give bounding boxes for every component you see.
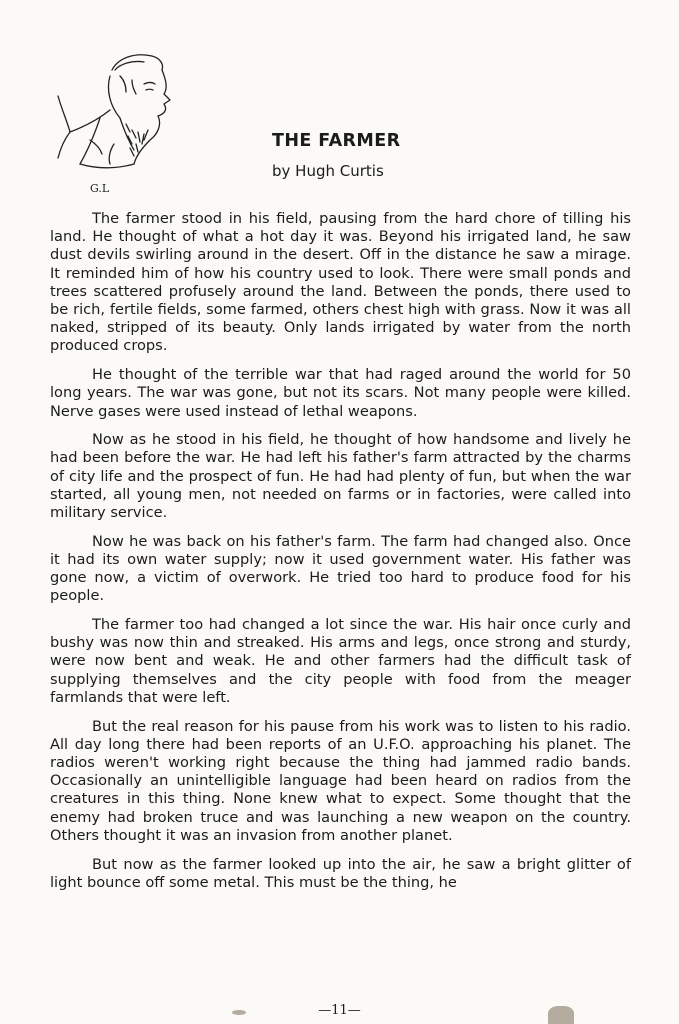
- paragraph-6: But the real reason for his pause from his work was to listen to his radio. All day long there had been reports of an U.F.O. approaching his planet. The radios weren't working right because the thing had jammed radio bands. Occasionally an unintelligible language had been heard on radios from the creatures in this thing. None knew what to expect. Some thought that the enemy had broken truce and was launching a new weapon on the country. Others thought it was an invasion from another planet.: [50, 717, 631, 844]
- paragraph-5: The farmer too had changed a lot since the war. His hair once curly and bushy was now thin and streaked. His arms and legs, once strong and sturdy, were now bent and weak. He and other farmers had the difficult task of supplying themselves and the city people with food from the meager farmlands that were left.: [50, 616, 631, 706]
- ink-smudge: [232, 1010, 246, 1015]
- story-byline: by Hugh Curtis: [272, 162, 384, 180]
- paragraph-4: Now he was back on his father's farm. The farm had changed also. Once it had its own water supply; now it used government water. His father was gone now, a victim of overwork. He tried too hard to produce food for his people.: [50, 532, 631, 605]
- story-title: THE FARMER: [272, 131, 401, 151]
- illustration-initials: G.L: [90, 182, 110, 195]
- paragraph-3: Now as he stood in his field, he thought of how handsome and lively he had been before the war. He had left his father's farm attracted by the charms of city life and the prospect of fun. He had had plenty of fun, but when the war started, all young men, not needed on farms or in factories, were called into military service.: [50, 431, 631, 522]
- corner-stain: [548, 1006, 574, 1024]
- paragraph-1: The farmer stood in his field, pausing from the hard chore of tilling his land. He thought of what a hot day it was. Beyond his irrigated land, he saw dust devils swirling around in the desert. Off in the distance he saw a mirage. It reminded him of how his country used to look. There were small ponds and trees scattered profusely around the land. Between the ponds, there used to be rich, fertile fields, some farmed, others chest high with grass. Now it was all naked, stripped of its beauty. Only lands irrigated by water from the north produced crops.: [50, 210, 631, 355]
- page-number: —11—: [318, 1003, 361, 1018]
- paragraph-2: He thought of the terrible war that had raged around the world for 50 long years. The war was gone, but not its scars. Not many people were killed. Nerve gases were used instead of lethal weapons.: [50, 366, 631, 420]
- story-body: [50, 210, 631, 902]
- farmer-sketch-illustration: [40, 40, 190, 200]
- paragraph-7: But now as the farmer looked up into the air, he saw a bright glitter of light bounce off some metal. This must be the thing, he: [50, 855, 631, 891]
